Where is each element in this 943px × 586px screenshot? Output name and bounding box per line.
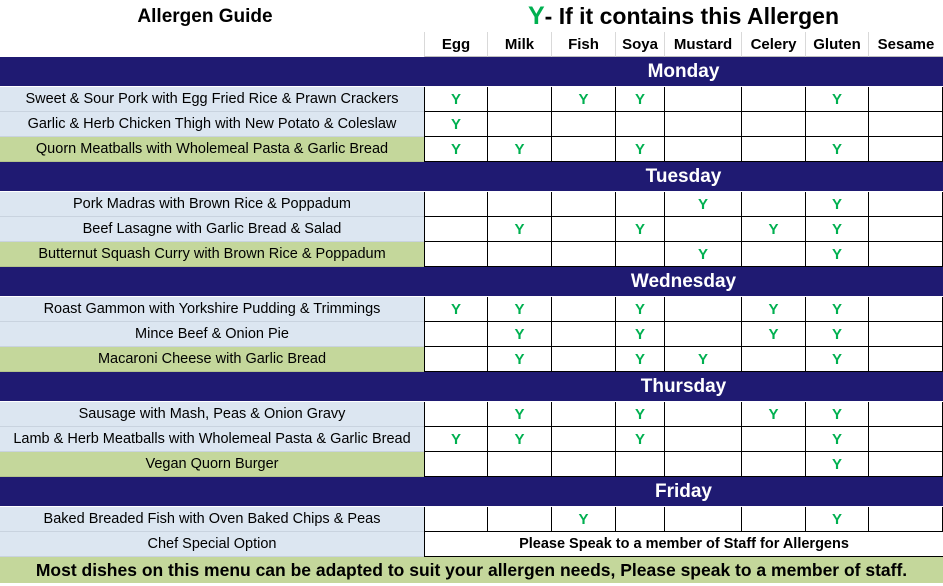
dish-row bbox=[0, 217, 943, 242]
day-header-tuesday bbox=[0, 162, 943, 191]
allergen-cell-gluten: Y bbox=[805, 427, 868, 452]
allergen-cell-milk: Y bbox=[487, 217, 551, 242]
allergen-cell-egg: Y bbox=[424, 137, 487, 162]
allergen-cell-sesame bbox=[868, 452, 943, 477]
allergen-cell-gluten bbox=[805, 112, 868, 137]
allergen-cell-mustard bbox=[664, 217, 741, 242]
allergen-cell-milk: Y bbox=[487, 427, 551, 452]
allergen-cell-sesame bbox=[868, 87, 943, 112]
allergen-cell-mustard bbox=[664, 112, 741, 137]
dish-row bbox=[0, 297, 943, 322]
allergen-cell-sesame bbox=[868, 192, 943, 217]
allergen-cell-fish bbox=[551, 242, 615, 267]
allergen-cell-fish bbox=[551, 427, 615, 452]
day-label: Tuesday bbox=[645, 166, 722, 187]
allergen-cell-sesame bbox=[868, 242, 943, 267]
allergen-cell-mustard bbox=[664, 297, 741, 322]
dish-name: Roast Gammon with Yorkshire Pudding & Trimmings bbox=[0, 297, 424, 322]
allergen-cell-egg bbox=[424, 347, 487, 372]
dish-row bbox=[0, 347, 943, 372]
allergen-cell-milk: Y bbox=[487, 322, 551, 347]
allergen-cell-sesame bbox=[868, 427, 943, 452]
allergen-cell-soya bbox=[615, 192, 664, 217]
allergen-cell-celery bbox=[741, 192, 805, 217]
allergen-header-mustard: Mustard bbox=[664, 32, 741, 57]
allergen-cell-gluten: Y bbox=[805, 297, 868, 322]
legend-y-symbol: Y bbox=[527, 2, 545, 30]
dish-row bbox=[0, 242, 943, 267]
allergen-cell-gluten: Y bbox=[805, 137, 868, 162]
legend-text: - If it contains this Allergen bbox=[544, 3, 840, 29]
allergen-cell-mustard bbox=[664, 452, 741, 477]
dish-row bbox=[0, 137, 943, 162]
allergen-cell-sesame bbox=[868, 112, 943, 137]
allergen-cell-mustard bbox=[664, 427, 741, 452]
allergen-cell-soya: Y bbox=[615, 427, 664, 452]
allergen-cell-egg bbox=[424, 192, 487, 217]
dish-row bbox=[0, 427, 943, 452]
dish-row bbox=[0, 112, 943, 137]
dish-row bbox=[0, 507, 943, 532]
allergen-cell-fish bbox=[551, 402, 615, 427]
allergen-cell-celery bbox=[741, 242, 805, 267]
allergen-cell-milk bbox=[487, 452, 551, 477]
allergen-cell-egg: Y bbox=[424, 427, 487, 452]
allergen-cell-celery bbox=[741, 347, 805, 372]
allergen-cell-milk: Y bbox=[487, 347, 551, 372]
allergen-cell-celery bbox=[741, 507, 805, 532]
allergen-cell-egg bbox=[424, 452, 487, 477]
day-header-thursday bbox=[0, 372, 943, 401]
allergen-cell-fish: Y bbox=[551, 87, 615, 112]
allergen-cell-sesame bbox=[868, 137, 943, 162]
allergen-cell-fish bbox=[551, 322, 615, 347]
dish-name: Garlic & Herb Chicken Thigh with New Potato & Coleslaw bbox=[0, 112, 424, 137]
allergen-cell-mustard: Y bbox=[664, 192, 741, 217]
allergen-cell-egg: Y bbox=[424, 112, 487, 137]
allergen-cell-egg bbox=[424, 402, 487, 427]
day-label: Wednesday bbox=[630, 271, 737, 292]
allergen-header-fish: Fish bbox=[551, 32, 615, 57]
allergen-header-celery: Celery bbox=[741, 32, 805, 57]
allergen-cell-milk bbox=[487, 192, 551, 217]
allergen-cell-gluten: Y bbox=[805, 242, 868, 267]
dish-name: Lamb & Herb Meatballs with Wholemeal Pasta & Garlic Bread bbox=[0, 427, 424, 452]
dish-name: Pork Madras with Brown Rice & Poppadum bbox=[0, 192, 424, 217]
dish-name: Quorn Meatballs with Wholemeal Pasta & Garlic Bread bbox=[0, 137, 424, 162]
allergen-cell-fish: Y bbox=[551, 507, 615, 532]
day-header-monday bbox=[0, 57, 943, 86]
dish-name: Baked Breaded Fish with Oven Baked Chips & Peas bbox=[0, 507, 424, 532]
allergen-cell-sesame bbox=[868, 297, 943, 322]
day-label: Monday bbox=[647, 61, 720, 82]
allergen-cell-egg: Y bbox=[424, 87, 487, 112]
allergen-cell-fish bbox=[551, 137, 615, 162]
allergen-cell-egg: Y bbox=[424, 297, 487, 322]
allergen-cell-milk bbox=[487, 87, 551, 112]
dish-row bbox=[0, 402, 943, 427]
allergen-cell-milk: Y bbox=[487, 402, 551, 427]
allergen-cell-fish bbox=[551, 112, 615, 137]
allergen-cell-gluten: Y bbox=[805, 452, 868, 477]
allergen-cell-sesame bbox=[868, 402, 943, 427]
allergen-cell-milk: Y bbox=[487, 137, 551, 162]
allergen-header-egg: Egg bbox=[424, 32, 487, 57]
dish-row bbox=[0, 452, 943, 477]
allergen-cell-mustard bbox=[664, 322, 741, 347]
allergen-cell-fish bbox=[551, 452, 615, 477]
allergen-cell-milk bbox=[487, 507, 551, 532]
allergen-cell-mustard bbox=[664, 87, 741, 112]
allergen-cell-fish bbox=[551, 297, 615, 322]
allergen-cell-mustard: Y bbox=[664, 242, 741, 267]
footer-note: Most dishes on this menu can be adapted to suit your allergen needs, Please speak to a member of staff. bbox=[0, 557, 943, 583]
allergen-cell-gluten: Y bbox=[805, 192, 868, 217]
allergen-cell-egg bbox=[424, 217, 487, 242]
allergen-header-soya: Soya bbox=[615, 32, 664, 57]
day-header-wednesday bbox=[0, 267, 943, 296]
dish-row bbox=[0, 322, 943, 347]
allergen-cell-egg bbox=[424, 507, 487, 532]
dish-name: Mince Beef & Onion Pie bbox=[0, 322, 424, 347]
allergen-cell-sesame bbox=[868, 347, 943, 372]
allergen-cell-soya: Y bbox=[615, 402, 664, 427]
dish-name: Vegan Quorn Burger bbox=[0, 452, 424, 477]
dish-row bbox=[0, 532, 943, 557]
allergen-cell-sesame bbox=[868, 322, 943, 347]
allergen-cell-mustard bbox=[664, 137, 741, 162]
dish-name: Chef Special Option bbox=[0, 532, 424, 557]
allergen-header-sesame: Sesame bbox=[868, 32, 943, 57]
day-label: Thursday bbox=[640, 376, 727, 397]
allergen-cell-mustard: Y bbox=[664, 347, 741, 372]
allergen-cell-gluten: Y bbox=[805, 402, 868, 427]
allergen-header-row bbox=[0, 32, 943, 57]
allergen-cell-soya: Y bbox=[615, 347, 664, 372]
allergen-cell-celery: Y bbox=[741, 402, 805, 427]
allergen-cell-celery: Y bbox=[741, 217, 805, 242]
allergen-cell-sesame bbox=[868, 217, 943, 242]
allergen-cell-soya: Y bbox=[615, 297, 664, 322]
allergen-cell-soya bbox=[615, 112, 664, 137]
allergen-cell-soya bbox=[615, 242, 664, 267]
allergen-cell-mustard bbox=[664, 507, 741, 532]
allergen-cell-celery: Y bbox=[741, 297, 805, 322]
allergen-cell-celery bbox=[741, 427, 805, 452]
allergen-cell-fish bbox=[551, 217, 615, 242]
allergen-cell-milk bbox=[487, 112, 551, 137]
dish-name: Beef Lasagne with Garlic Bread & Salad bbox=[0, 217, 424, 242]
allergen-cell-celery bbox=[741, 87, 805, 112]
allergen-cell-soya: Y bbox=[615, 322, 664, 347]
allergen-cell-soya bbox=[615, 452, 664, 477]
day-header-friday bbox=[0, 477, 943, 506]
allergen-cell-mustard bbox=[664, 402, 741, 427]
allergen-cell-fish bbox=[551, 192, 615, 217]
dish-name: Sweet & Sour Pork with Egg Fried Rice & Prawn Crackers bbox=[0, 87, 424, 112]
allergen-cell-celery bbox=[741, 452, 805, 477]
allergen-cell-gluten: Y bbox=[805, 217, 868, 242]
allergen-cell-celery bbox=[741, 112, 805, 137]
allergen-cell-gluten: Y bbox=[805, 87, 868, 112]
allergen-cell-sesame bbox=[868, 507, 943, 532]
dish-name: Butternut Squash Curry with Brown Rice & Poppadum bbox=[0, 242, 424, 267]
dish-row bbox=[0, 192, 943, 217]
speak-to-staff-note: Please Speak to a member of Staff for Allergens bbox=[424, 532, 943, 557]
allergen-header-milk: Milk bbox=[487, 32, 551, 57]
allergen-cell-egg bbox=[424, 242, 487, 267]
legend-title bbox=[424, 0, 943, 32]
dish-row bbox=[0, 87, 943, 112]
dish-name: Sausage with Mash, Peas & Onion Gravy bbox=[0, 402, 424, 427]
allergen-cell-milk: Y bbox=[487, 297, 551, 322]
allergen-cell-celery bbox=[741, 137, 805, 162]
day-label: Friday bbox=[654, 481, 713, 502]
allergen-cell-soya: Y bbox=[615, 137, 664, 162]
dish-name: Macaroni Cheese with Garlic Bread bbox=[0, 347, 424, 372]
allergen-cell-gluten: Y bbox=[805, 347, 868, 372]
allergen-cell-gluten: Y bbox=[805, 322, 868, 347]
allergen-cell-soya: Y bbox=[615, 87, 664, 112]
allergen-cell-egg bbox=[424, 322, 487, 347]
allergen-cell-soya bbox=[615, 507, 664, 532]
guide-title: Allergen Guide bbox=[137, 6, 273, 27]
allergen-cell-gluten: Y bbox=[805, 507, 868, 532]
allergen-cell-soya: Y bbox=[615, 217, 664, 242]
allergen-cell-milk bbox=[487, 242, 551, 267]
allergen-cell-celery: Y bbox=[741, 322, 805, 347]
allergen-header-gluten: Gluten bbox=[805, 32, 868, 57]
allergen-cell-fish bbox=[551, 347, 615, 372]
